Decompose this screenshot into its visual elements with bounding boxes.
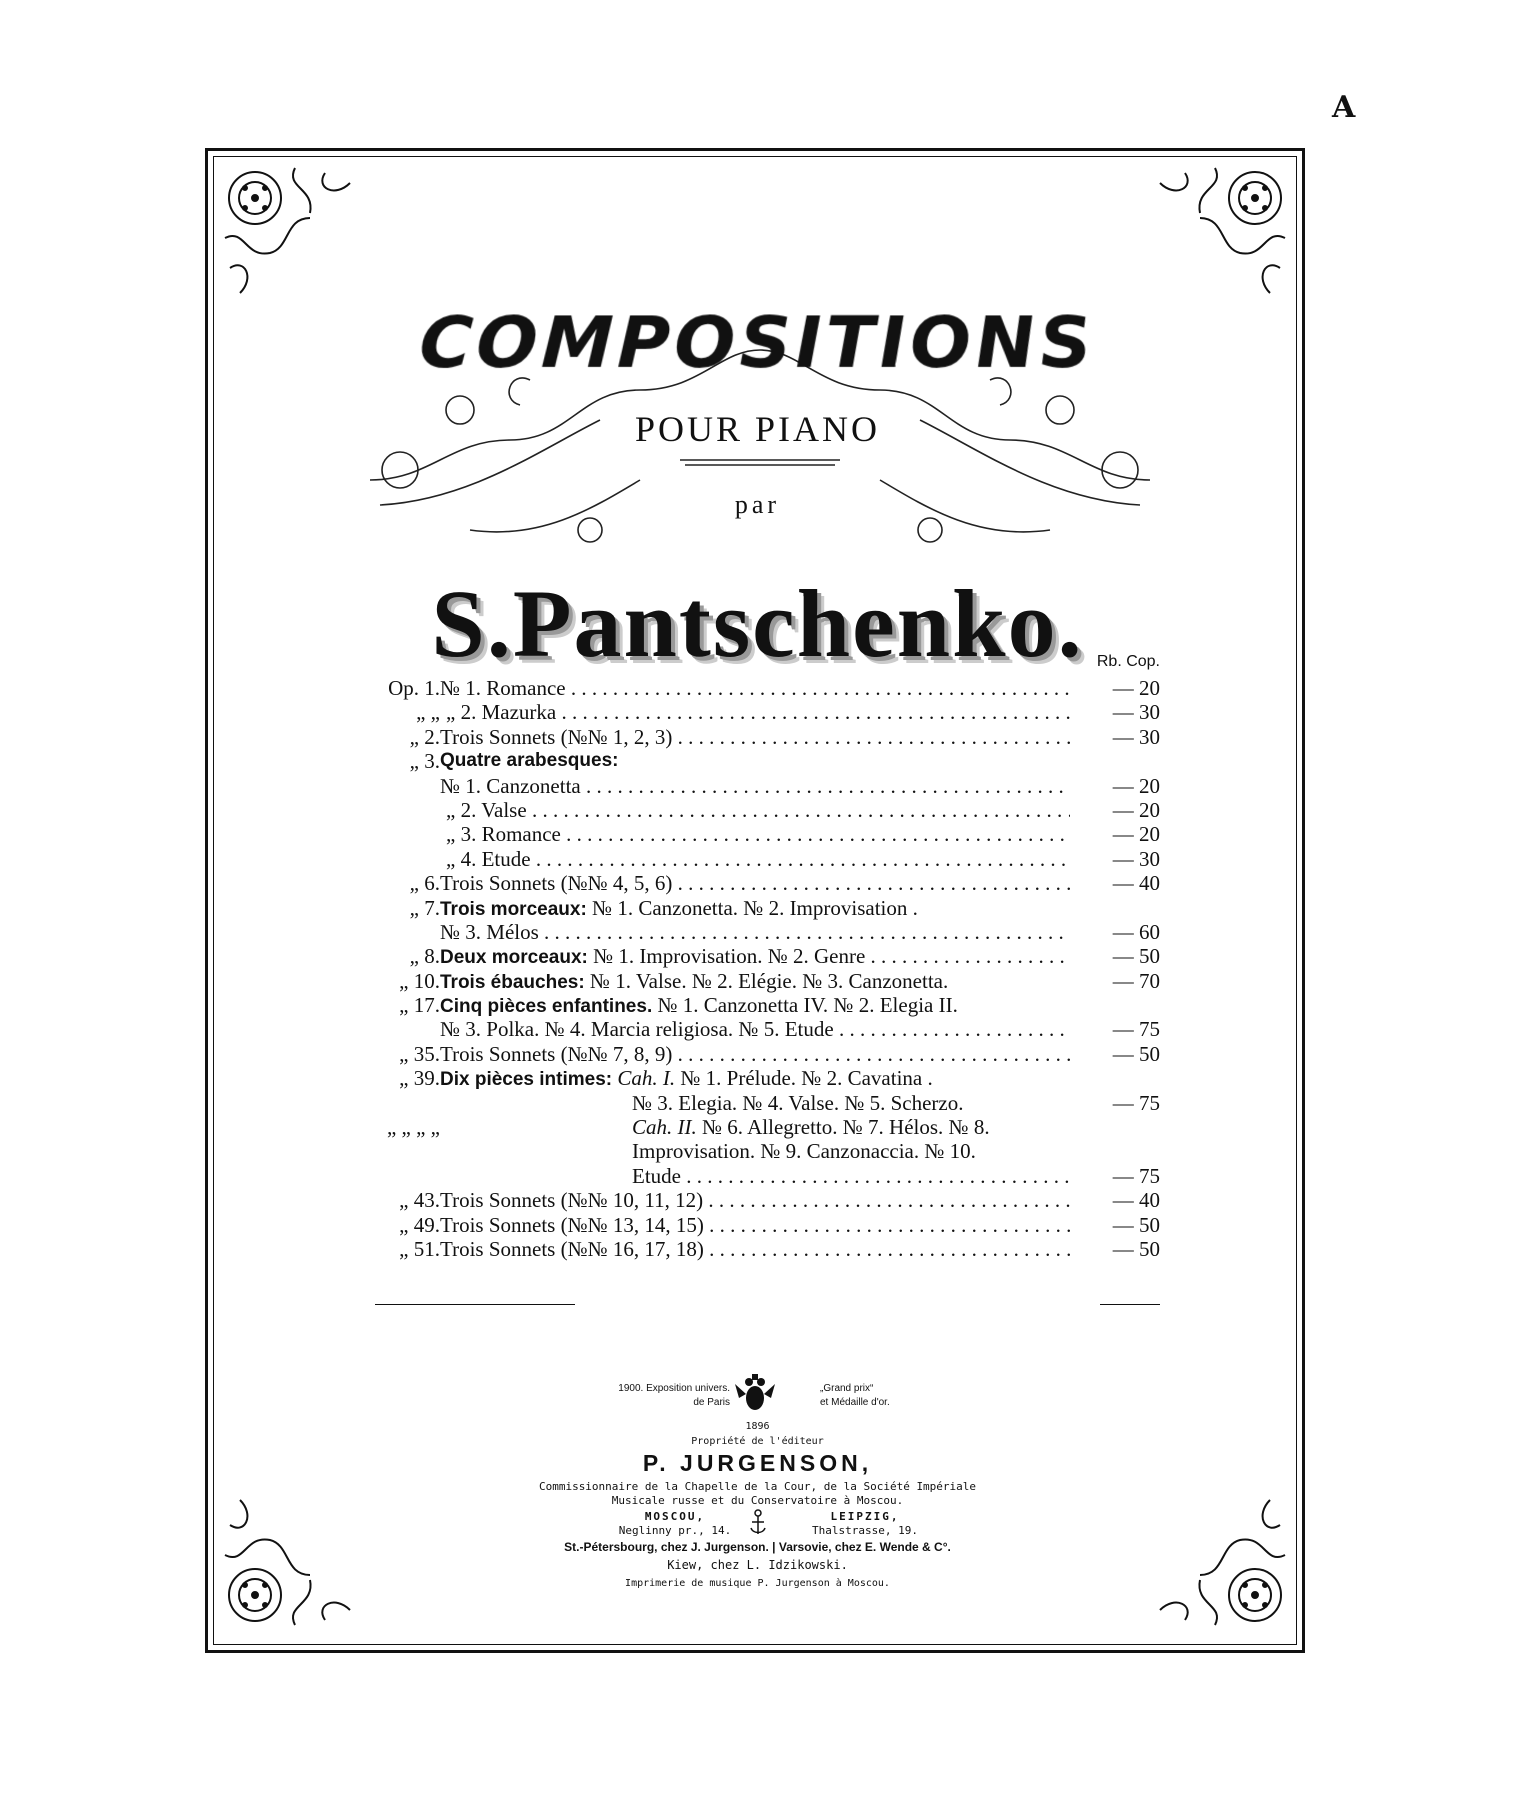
opus-number: „ 43. [399,1188,440,1213]
price: — 20 [1112,822,1160,847]
work-title: Trois Sonnets (№№ 13, 14, 15) . . . [440,1213,1070,1237]
composer-name: S.Pantschenko. [431,570,1084,677]
collection-label: Trois morceaux: [440,898,587,920]
list-item [360,847,1160,871]
work-title: Etude . . . [632,1164,1070,1188]
city-name: MOSCOU, [644,1510,706,1523]
list-item [360,700,1160,724]
catalogue-list [360,653,1160,1261]
list-item [360,969,1160,993]
city-leipzig [780,1510,950,1538]
list-item [360,798,1160,822]
list-item [360,1115,1160,1139]
price: — 60 [1112,919,1160,944]
work-title: Improvisation. № 9. Canzonaccia. № 10. [632,1139,976,1164]
opus-number: „ 49. [399,1212,440,1237]
list-item [360,993,1160,1017]
list-item [360,1017,1160,1041]
cahier-label: Cah. I. [612,1066,676,1091]
corner-ornament-top-left [215,158,365,308]
subtitle-pour-piano: POUR PIANO [634,409,881,449]
collection-label: Trois ébauches: [440,971,585,993]
list-item [360,944,1160,968]
price-underline-rule [1100,1304,1160,1305]
list-item [360,1042,1160,1066]
work-title: Trois Sonnets (№№ 4, 5, 6) . . . [440,871,1070,895]
commission-line-2: Musicale russe et du Conservatoire à Moscou. [611,1494,904,1507]
price: — 50 [1112,1041,1160,1066]
opus-number: „ 8. [409,944,440,969]
list-item [360,676,1160,700]
work-title: Trois Sonnets (№№ 7, 8, 9) . . . [440,1042,1070,1066]
expo-line: „Grand prix“ [820,1383,874,1394]
work-title: № 1. Canzonetta . . . [440,774,1070,798]
work-title: Quatre arabesques: [440,750,619,772]
corner-ornament-top-right [1145,158,1295,308]
work-title: „ 3. Romance . . . [446,822,1070,846]
work-title: Cinq pièces enfantines. № 1. Canzonetta IV. № 2. Elegia II. [440,993,958,1018]
imprint-year: 1896 [745,1421,770,1432]
publisher-name: P. JURGENSON, [642,1450,873,1476]
price: — 75 [1112,1163,1160,1188]
list-item [360,774,1160,798]
city-address: Neglinny pr., 14. [618,1524,732,1537]
work-title: Trois Sonnets (№№ 10, 11, 12) . . . [440,1188,1070,1212]
commission-line-1: Commissionnaire de la Chapelle de la Cour, de la Société Impériale [538,1480,977,1493]
work-title: № 3. Polka. № 4. Marcia religiosa. № 5. Etude . . . [440,1017,1070,1041]
collection-label: Cinq pièces enfantines. [440,996,653,1018]
list-item [360,725,1160,749]
list-item [360,1091,1160,1115]
expo-line: et Médaille d'or. [820,1397,890,1408]
work-title: „ 2. Mazurka . . . [446,700,1070,724]
anchor-icon [748,1508,768,1536]
work-title: Trois ébauches: № 1. Valse. № 2. Elégie. № 3. Canzonetta. [440,968,949,993]
opus-number: „ 7. [409,895,440,920]
work-title: Deux morceaux: № 1. Improvisation. № 2. Genre . . . [440,944,1070,970]
price: — 40 [1112,1188,1160,1213]
list-item [360,1213,1160,1237]
work-title: Trois Sonnets (№№ 16, 17, 18) . . . [440,1237,1070,1261]
opus-number: „ „ [416,700,440,725]
collection-label: Deux morceaux: [440,947,588,969]
expo-line: de Paris [693,1397,730,1408]
list-item [360,1139,1160,1163]
opus-number: „ 39. [399,1066,440,1091]
title-compositions: COMPOSITIONS [416,300,1099,385]
work-title: „ 4. Etude . . . [446,847,1070,871]
price: — 50 [1112,1236,1160,1261]
price: — 70 [1112,968,1160,993]
work-title: № 3. Elegia. № 4. Valse. № 5. Scherzo. [632,1090,964,1115]
par-label: par [734,490,781,519]
opus-number: „ 2. [409,724,440,749]
cahier-label: Cah. II. [632,1115,697,1140]
price: — 20 [1112,797,1160,822]
kiew-agent: Kiew, chez L. Idzikowski. [667,1558,848,1572]
opus-number: „ 6. [409,871,440,896]
list-item [360,920,1160,944]
work-title: Cah. II. № 6. Allegretto. № 7. Hélos. № 8. [632,1115,990,1140]
opus-number: „ 35. [399,1041,440,1066]
opus-number: „ 3. [409,749,440,774]
list-item [360,1188,1160,1212]
list-item [360,749,1160,773]
list-item [360,1164,1160,1188]
work-title: „ 2. Valse . . . [446,798,1070,822]
page-mark: A [1332,90,1356,125]
imprint-property: Propriété de l'éditeur [691,1436,824,1447]
price-column-header: Rb. Cop. [1096,653,1160,670]
city-moscow [590,1510,760,1538]
work-title: Trois Sonnets (№№ 1, 2, 3) . . . [440,725,1070,749]
imperial-eagle-icon [735,1374,775,1416]
work-title: № 3. Mélos . . . [440,920,1070,944]
list-item [360,871,1160,895]
city-address: Thalstrasse, 19. [812,1524,918,1537]
price: — 50 [1112,944,1160,969]
list-item [360,822,1160,846]
exposition-left [560,1382,730,1410]
price: — 30 [1112,700,1160,725]
price: — 20 [1112,676,1160,700]
opus-number: „ 10. [399,968,440,993]
collection-label: Dix pièces intimes: [440,1069,613,1091]
list-item [360,1066,1160,1090]
work-title: № 1. Romance . . . [440,676,1070,700]
opus-number: „ „ „ „ [386,1115,440,1140]
price: — 30 [1112,846,1160,871]
opus-number: „ 17. [399,993,440,1018]
branch-offices: St.-Pétersbourg, chez J. Jurgenson. | Varsovie, chez E. Wende & C°. [564,1540,951,1554]
price: — 30 [1112,724,1160,749]
price: — 75 [1112,1017,1160,1042]
work-title: Dix pièces intimes: Cah. I. № 1. Prélude. № 2. Cavatina . [440,1066,933,1091]
printer-line: Imprimerie de musique P. Jurgenson à Moscou. [625,1578,890,1589]
opus-number: Op. 1. [388,676,440,700]
expo-line: 1900. Exposition univers. [618,1383,730,1394]
price: — 40 [1112,871,1160,896]
exposition-right [820,1382,990,1410]
underline-rule [375,1304,575,1305]
price: — 75 [1112,1090,1160,1115]
price: — 50 [1112,1212,1160,1237]
price: — 20 [1112,773,1160,798]
list-item [360,896,1160,920]
work-title: Trois morceaux: № 1. Canzonetta. № 2. Improvisation . [440,895,918,920]
city-name: LEIPZIG, [830,1510,900,1523]
list-item [360,1237,1160,1261]
opus-number: „ 51. [399,1236,440,1261]
